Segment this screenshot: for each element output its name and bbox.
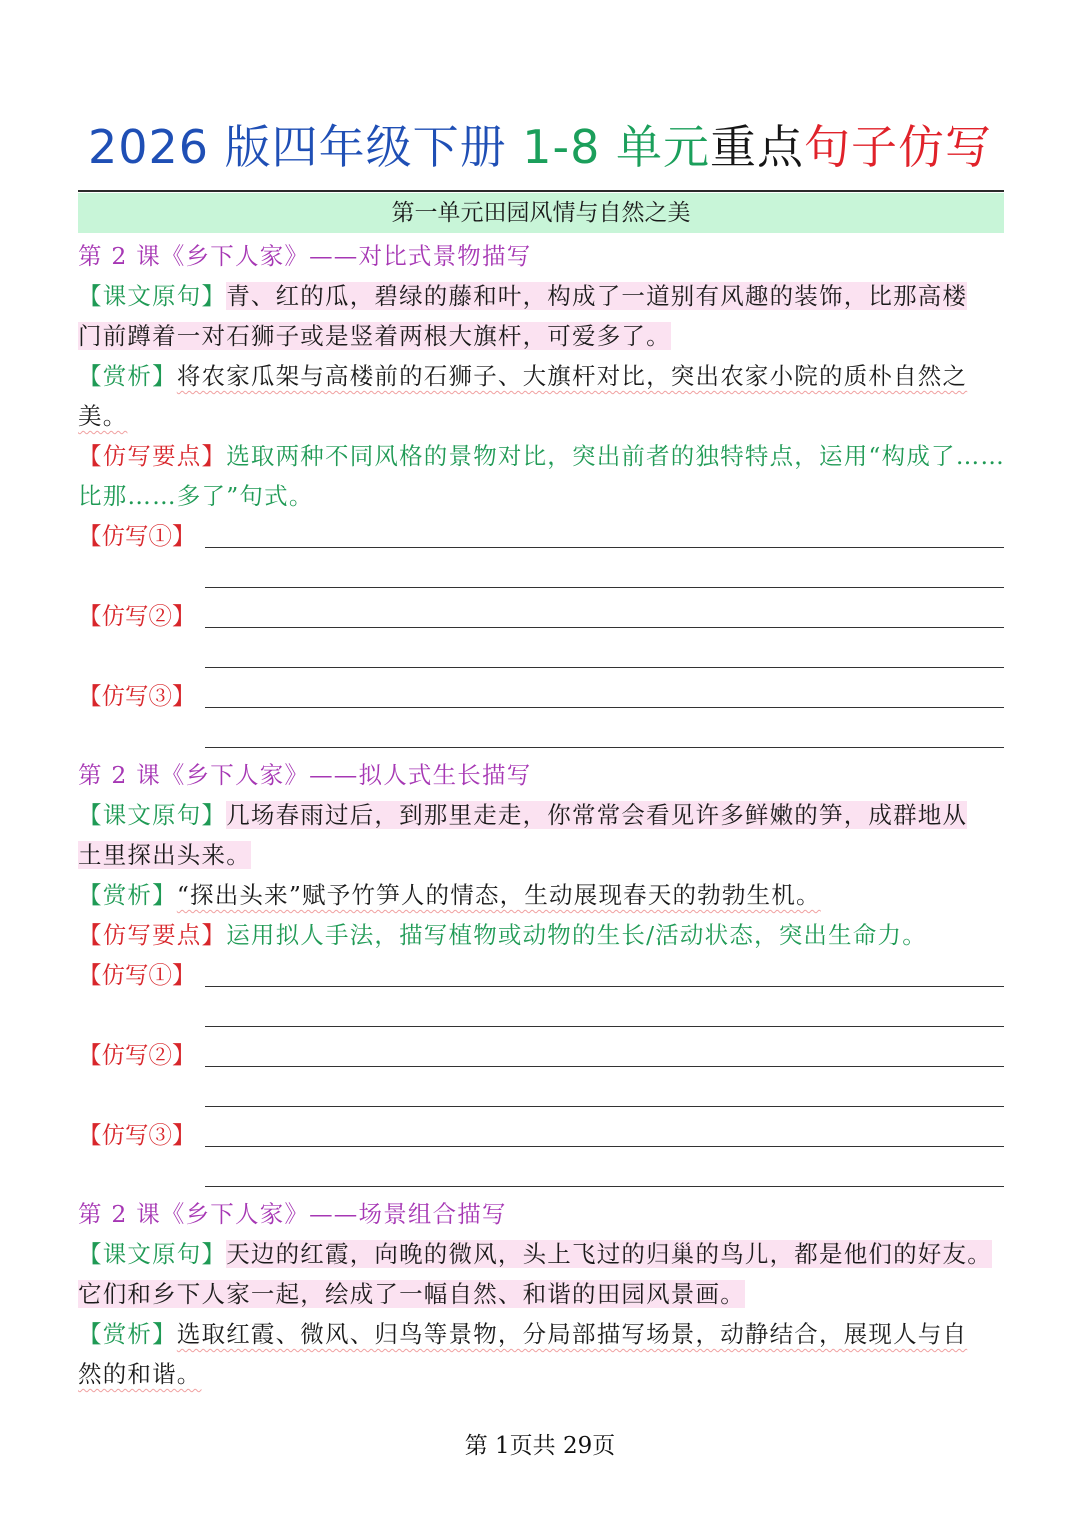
imitation-label: 【仿写③】 <box>78 1121 196 1149</box>
analysis-text: “探出头来”赋予竹笋人的情态，生动展现春天的勃勃生机。 <box>176 881 821 909</box>
points-text: 运用拟人手法，描写植物或动物的生长/活动状态，突出生命力。 <box>226 921 927 949</box>
writing-line[interactable] <box>205 747 1004 748</box>
original-tag: 【课文原句】 <box>78 801 227 829</box>
original-text: 青、红的瓜，碧绿的藤和叶，构成了一道别有风趣的装饰，比那高楼 <box>226 282 968 310</box>
analysis-line <box>78 396 1008 436</box>
original-tag: 【课文原句】 <box>78 282 227 310</box>
points-tag: 【仿写要点】 <box>78 921 227 949</box>
lesson-heading: 第 2 课《乡下人家》——对比式景物描写 <box>78 242 532 270</box>
writing-line[interactable] <box>205 1146 1004 1147</box>
analysis-tag: 【赏析】 <box>78 881 177 909</box>
writing-line[interactable] <box>205 667 1004 668</box>
points-line <box>78 436 1008 476</box>
page-title <box>0 112 1080 182</box>
original-sentence-line <box>78 835 1008 875</box>
analysis-line <box>78 356 1008 396</box>
analysis-line <box>78 1314 1008 1354</box>
imitation-label: 【仿写②】 <box>78 602 196 630</box>
writing-line[interactable] <box>205 1106 1004 1107</box>
analysis-line <box>78 1354 1008 1394</box>
unit-heading: 第一单元田园风情与自然之美 <box>78 193 1004 233</box>
imitation-label: 【仿写①】 <box>78 522 196 550</box>
original-text: 天边的红霞，向晚的微风，头上飞过的归巢的鸟儿，都是他们的好友。 <box>226 1240 992 1268</box>
original-sentence-line <box>78 276 1008 316</box>
analysis-tag: 【赏析】 <box>78 1320 177 1348</box>
writing-line[interactable] <box>205 1026 1004 1027</box>
points-text: 选取两种不同风格的景物对比，突出前者的独特特点，运用“构成了…… <box>226 442 1006 470</box>
original-sentence-line <box>78 795 1008 835</box>
original-text: 土里探出头来。 <box>78 841 251 869</box>
title-part-key: 重点 <box>710 120 805 174</box>
analysis-text: 将农家瓜架与高楼前的石狮子、大旗杆对比，突出农家小院的质朴自然之 <box>176 362 968 390</box>
writing-line[interactable] <box>205 1186 1004 1187</box>
points-line <box>78 915 1008 955</box>
writing-line[interactable] <box>205 1066 1004 1067</box>
imitation-label: 【仿写③】 <box>78 682 196 710</box>
original-sentence-line <box>78 1274 1008 1314</box>
writing-line[interactable] <box>205 547 1004 548</box>
analysis-tag: 【赏析】 <box>78 362 177 390</box>
imitation-label: 【仿写②】 <box>78 1041 196 1069</box>
analysis-text: 美。 <box>78 402 128 430</box>
analysis-text: 选取红霞、微风、归鸟等景物，分局部描写场景，动静结合，展现人与自 <box>176 1320 968 1348</box>
imitation-label: 【仿写①】 <box>78 961 196 989</box>
original-text: 门前蹲着一对石狮子或是竖着两根大旗杆，可爱多了。 <box>78 322 671 350</box>
writing-line[interactable] <box>205 986 1004 987</box>
original-sentence-line <box>78 1234 1008 1274</box>
original-sentence-line <box>78 316 1008 356</box>
original-tag: 【课文原句】 <box>78 1240 227 1268</box>
title-part-units: 1-8 单元 <box>522 120 711 174</box>
writing-line[interactable] <box>205 587 1004 588</box>
original-text: 几场春雨过后，到那里走走，你常常会看见许多鲜嫩的笋，成群地从 <box>226 801 968 829</box>
points-tag: 【仿写要点】 <box>78 442 227 470</box>
analysis-text: 然的和谐。 <box>78 1360 202 1388</box>
title-part-grade: 2026 版四年级下册 <box>87 120 507 174</box>
writing-line[interactable] <box>205 707 1004 708</box>
lesson-heading: 第 2 课《乡下人家》——拟人式生长描写 <box>78 761 532 789</box>
title-part-topic: 句子仿写 <box>804 120 993 174</box>
original-text: 它们和乡下人家一起，绘成了一幅自然、和谐的田园风景画。 <box>78 1280 745 1308</box>
title-divider <box>78 190 1004 192</box>
writing-line[interactable] <box>205 627 1004 628</box>
analysis-line <box>78 875 1008 915</box>
page-number: 第 1页共 29页 <box>464 1433 616 1459</box>
points-text: 比那……多了”句式。 <box>78 482 314 510</box>
points-line <box>78 476 1008 516</box>
lesson-heading: 第 2 课《乡下人家》——场景组合描写 <box>78 1200 507 1228</box>
